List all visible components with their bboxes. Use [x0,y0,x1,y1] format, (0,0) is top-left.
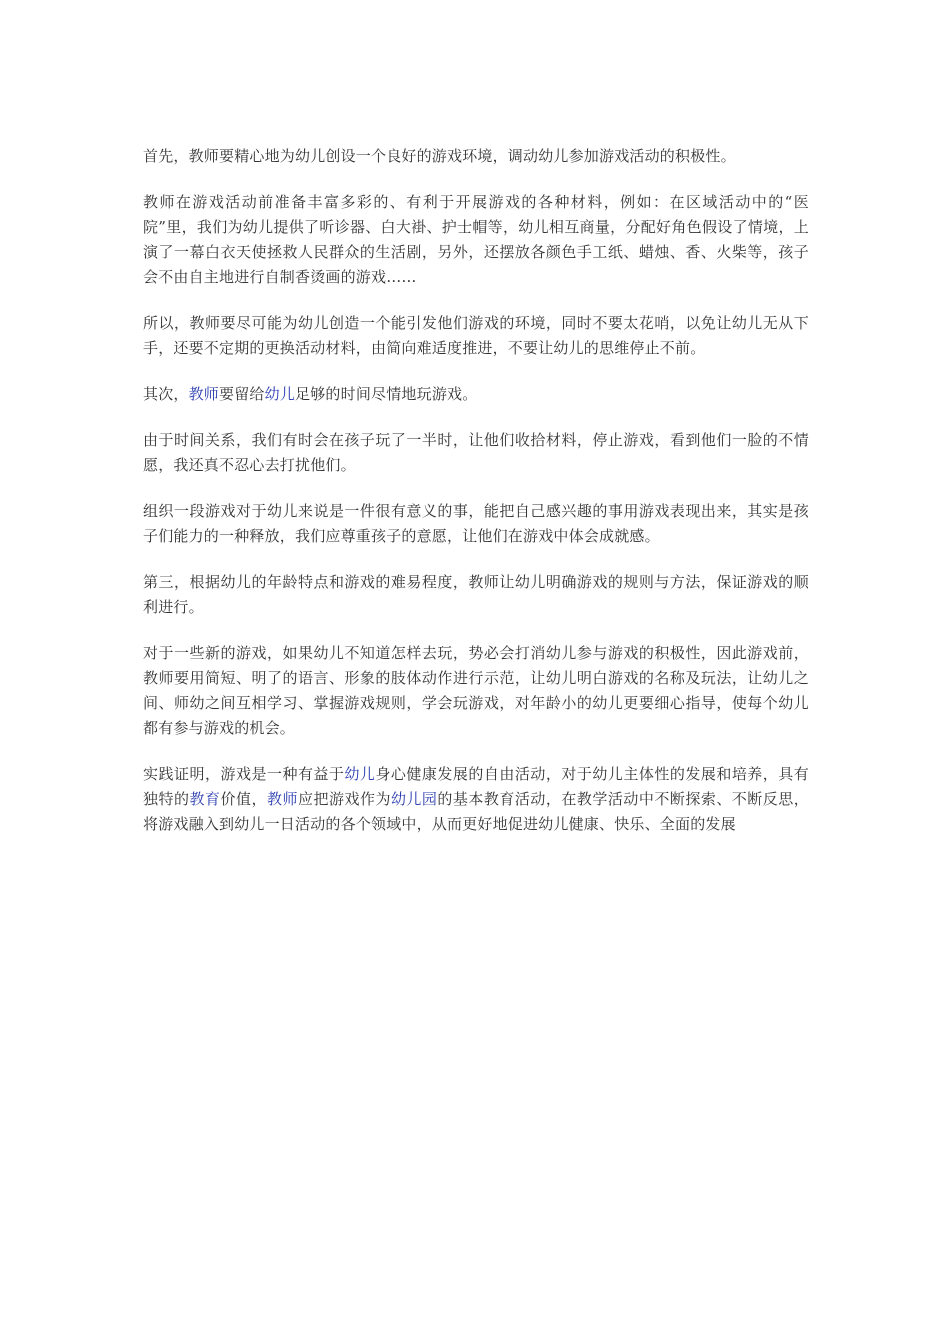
paragraph-9-text-4: 应把游戏作为 [297,790,391,808]
paragraph-1: 首先，教师要精心地为幼儿创设一个良好的游戏环境，调动幼儿参加游戏活动的积极性。 [143,147,736,165]
link-education[interactable]: 教育 [189,790,221,808]
paragraph-9-text-3: 价值， [220,790,267,808]
paragraph-9-text-2: 身心健康发展的自由活动，对于幼儿主体性的发展和培养，具有独特的 [143,765,809,808]
paragraph-4-text-2: 要留给 [219,385,265,403]
paragraph-9-text-5: 的基本教育活动，在教学活动中不断探索、不断反思，将游戏融入到幼儿一日活动的各个领域中，从而更好地促进幼儿健康、快乐、全面的发展 [143,790,809,833]
link-child-2[interactable]: 幼儿 [344,765,376,783]
link-teacher-2[interactable]: 教师 [266,790,298,808]
paragraph-2: 教师在游戏活动前准备丰富多彩的、有利于开展游戏的各种材料，例如：在区域活动中的“医院”里，我们为幼儿提供了听诊器、白大褂、护士帽等，幼儿相互商量，分配好角色假设了情境，上演了一幕白衣天使拯救人民群众的生活剧，另外，还摆放各颜色手工纸、蜡烛、香、火柴等，孩子会不由自主地进行自制香烫画的游戏…… [143,193,809,286]
paragraph-5: 由于时间关系，我们有时会在孩子玩了一半时，让他们收拾材料，停止游戏，看到他们一脸的不情愿，我还真不忍心去打扰他们。 [143,431,809,474]
paragraph-6: 组织一段游戏对于幼儿来说是一件很有意义的事，能把自己感兴趣的事用游戏表现出来，其实是孩子们能力的一种释放，我们应尊重孩子的意愿，让他们在游戏中体会成就感。 [143,502,809,545]
paragraph-3: 所以，教师要尽可能为幼儿创造一个能引发他们游戏的环境，同时不要太花哨，以免让幼儿无从下手，还要不定期的更换活动材料，由简向难适度推进，不要让幼儿的思维停止不前。 [143,314,809,357]
paragraph-9 [143,762,809,837]
link-teacher[interactable]: 教师 [188,385,220,403]
paragraph-8: 对于一些新的游戏，如果幼儿不知道怎样去玩，势必会打消幼儿参与游戏的积极性，因此游戏前，教师要用简短、明了的语言、形象的肢体动作进行示范，让幼儿明白游戏的名称及玩法，让幼儿之间、师幼之间互相学习、掌握游戏规则，学会玩游戏，对年龄小的幼儿更要细心指导，使每个幼儿都有参与游戏的机会。 [143,644,809,737]
link-kindergarten[interactable]: 幼儿园 [390,790,438,808]
paragraph-4-text-1: 其次， [143,385,189,403]
document-page [143,144,809,858]
paragraph-4-text-3: 足够的时间尽情地玩游戏。 [295,385,478,403]
paragraph-9-text-1: 实践证明，游戏是一种有益于 [143,765,345,783]
link-child[interactable]: 幼儿 [264,385,296,403]
paragraph-7: 第三，根据幼儿的年龄特点和游戏的难易程度，教师让幼儿明确游戏的规则与方法，保证游戏的顺利进行。 [143,573,809,616]
paragraph-4 [143,382,809,407]
